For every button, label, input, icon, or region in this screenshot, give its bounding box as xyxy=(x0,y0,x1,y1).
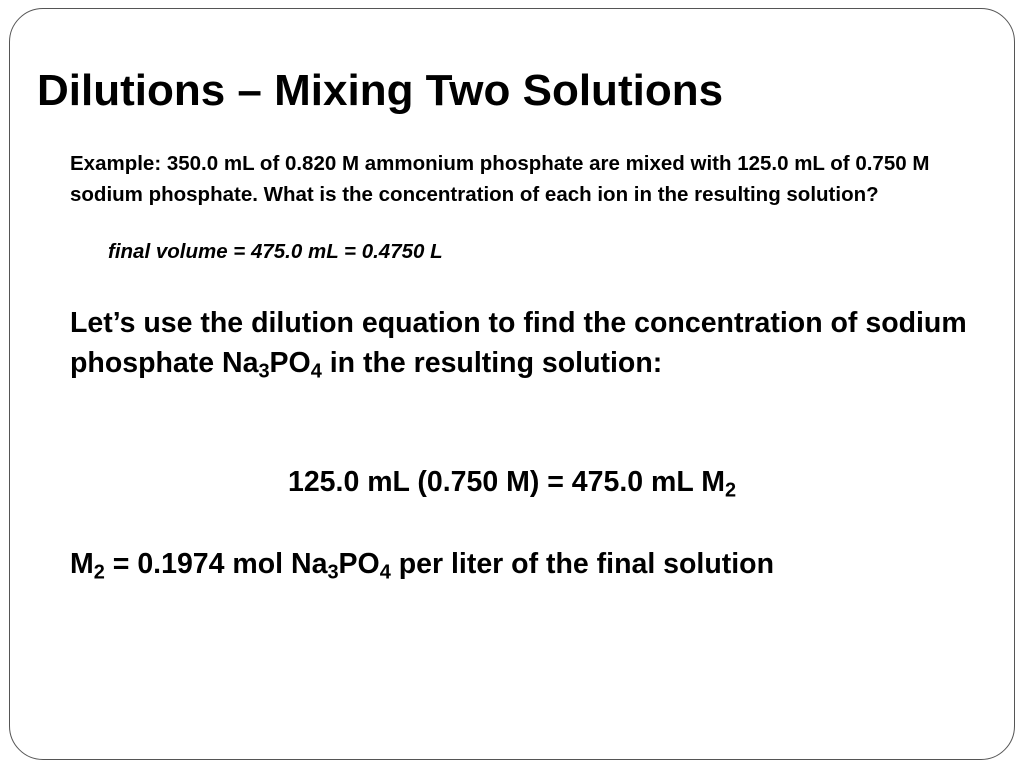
result-m-subscript: 2 xyxy=(93,561,105,584)
example-text: Example: 350.0 mL of 0.820 M ammonium phosphate are mixed with 125.0 mL of 0.750 M sodium phosphate. What is the concentration of each ion in the resulting solution? xyxy=(70,152,930,206)
intro-subscript-2: 4 xyxy=(310,360,322,383)
dilution-intro xyxy=(70,303,1000,383)
result-subscript-1: 3 xyxy=(327,561,339,584)
slide-title: Dilutions – Mixing Two Solutions xyxy=(37,66,724,115)
intro-text-3: in the resulting solution: xyxy=(321,347,663,379)
result-text-2: PO xyxy=(338,548,380,580)
result-text-3: per liter of the final solution xyxy=(390,548,774,580)
slide-frame xyxy=(9,8,1015,760)
result-text-1: = 0.1974 mol Na xyxy=(104,548,328,580)
intro-subscript-1: 3 xyxy=(258,360,270,383)
intro-text-2: PO xyxy=(269,347,311,379)
equation-subscript: 2 xyxy=(724,479,737,502)
equation-text: 125.0 mL (0.750 M) = 475.0 mL M xyxy=(287,466,725,498)
result-subscript-2: 4 xyxy=(379,561,391,584)
intro-text-1: Let’s use the dilution equation to find the concentration of sodium phosphate Na xyxy=(70,307,967,379)
result-m: M xyxy=(70,548,94,580)
result-statement xyxy=(70,548,774,584)
dilution-equation xyxy=(0,466,1024,502)
example-problem xyxy=(70,149,950,210)
final-volume-note: final volume = 475.0 mL = 0.4750 L xyxy=(108,240,443,263)
